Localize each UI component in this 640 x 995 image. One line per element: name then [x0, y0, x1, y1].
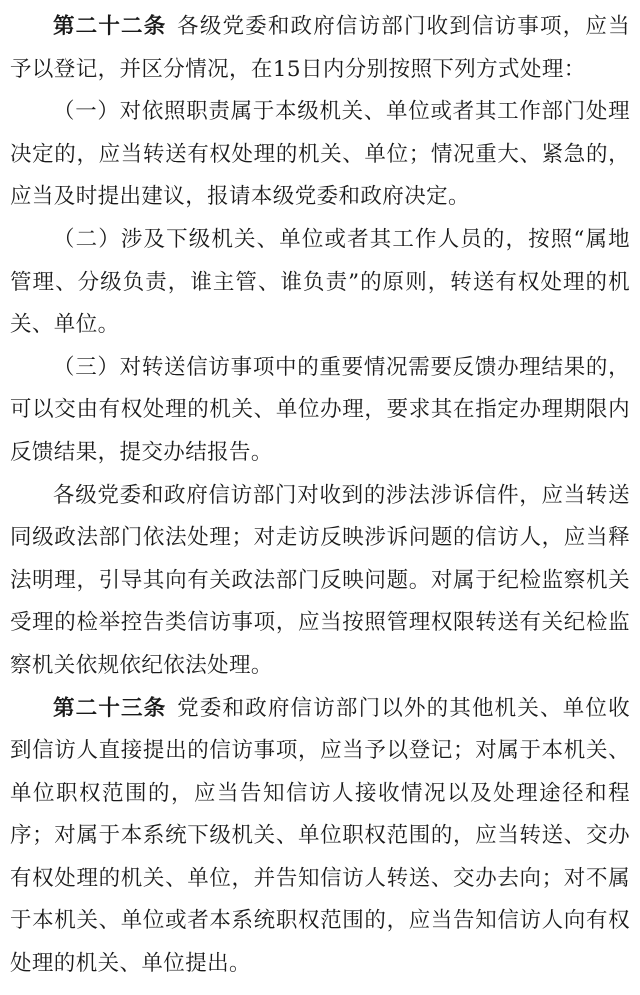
- article-23-heading: 第二十三条: [53, 695, 167, 721]
- article-22-item-1: （一）对依照职责属于本级机关、单位或者其工作部门处理决定的，应当转送有权处理的机关、单位；情况重大、紧急的，应当及时提出建议，报请本级党委和政府决定。: [10, 99, 630, 210]
- article-23-body-text: 党委和政府信访部门以外的其他机关、单位收到信访人直接提出的信访事项，应当予以登记；对属于本机关、单位职权范围的，应当告知信访人接收情况以及处理途径和程序；对属于本系统下级机关、单位职权范围的，应当转送、交办有权处理的机关、单位，并告知信访人转送、交办去向；对不属于本机关、单位或者本系统职权范围的，应当告知信访人向有权处理的机关、单位提出。: [10, 695, 630, 977]
- article-22-heading: 第二十二条: [53, 14, 167, 39]
- article-22-item-2: （二）涉及下级机关、单位或者其工作人员的，按照“属地管理、分级负责，谁主管、谁负责”的原则，转送有权处理的机关、单位。: [10, 226, 630, 338]
- article-22-intro-text: 各级党委和政府信访部门收到信访事项，应当予以登记，并区分情况，在15日内分别按照下列方式处理：: [10, 14, 630, 82]
- article-22-intro-paragraph: [10, 6, 630, 91]
- article-23-paragraph: [10, 688, 630, 986]
- article-22-closing-paragraph: 各级党委和政府信访部门对收到的涉法涉诉信件，应当转送同级政法部门依法处理；对走访反映涉诉问题的信访人，应当释法明理，引导其向有关政法部门反映问题。对属于纪检监察机关受理的检举控告类信访事项，应当按照管理权限转送有关纪检监察机关依规依纪依法处理。: [10, 482, 630, 678]
- article-22-item-3: （三）对转送信访事项中的重要情况需要反馈办理结果的，可以交由有权处理的机关、单位办理，要求其在指定办理期限内反馈结果，提交办结报告。: [10, 354, 630, 465]
